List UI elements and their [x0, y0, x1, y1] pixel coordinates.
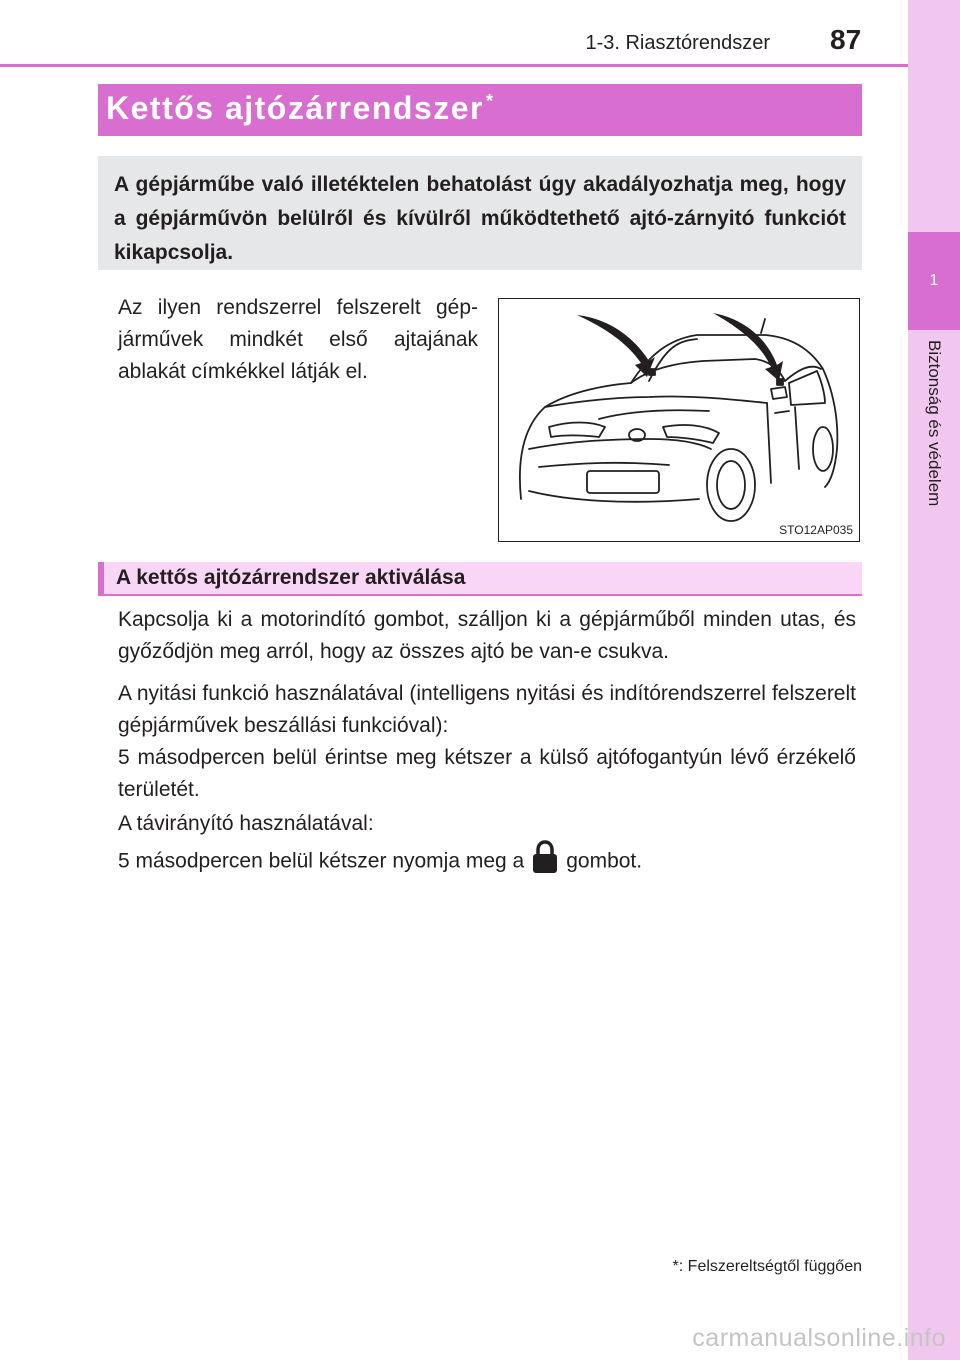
paragraph-3	[118, 808, 856, 884]
paragraph-3-before-icon: 5 másodpercen belül kétszer nyomja meg a	[118, 849, 525, 873]
chapter-title: Biztonság és védelem	[925, 340, 944, 507]
paragraph-2-line-1: A nyitási funkció használatával (intelligens nyitási és indítórendszerrel felszerelt gépjárművek beszállási funkcióval):	[118, 682, 856, 737]
subheading-marker	[98, 562, 104, 596]
figure-code: STO12AP035	[779, 523, 853, 537]
subheading-text: A kettős ajtózárrendszer aktiválása	[116, 566, 466, 589]
chapter-side-tab	[908, 0, 960, 1360]
section-title: 1-3. Riasztórendszer	[585, 32, 770, 54]
label-note: Az ilyen rendszerrel felszerelt gép-járművek mindkét első ajtajának ablakát címkékkel látják el.	[118, 296, 478, 383]
paragraph-3-line-2	[118, 840, 856, 884]
car-drawing-icon	[499, 299, 859, 541]
header-divider	[0, 64, 908, 67]
lock-icon	[532, 840, 558, 884]
page-title-bar	[98, 84, 862, 136]
paragraph-2	[118, 678, 856, 806]
paragraph-3-line-1: A távirányító használatával:	[118, 812, 374, 835]
watermark: carmanualsonline.info	[692, 1324, 946, 1352]
footnote-mark: *	[672, 1258, 679, 1275]
intro-box	[98, 156, 862, 270]
page-title	[106, 90, 495, 127]
equipment-mark: *	[485, 91, 495, 112]
paragraph-2-line-2: 5 másodpercen belül érintse meg kétszer a külső ajtófogantyún lévő érzékelő területét.	[118, 746, 856, 801]
footnote-text: : Felszereltségtől függően	[678, 1258, 862, 1275]
page-title-text: Kettős ajtózárrendszer	[106, 90, 484, 126]
intro-text: A gépjárműbe való illetéktelen behatolást úgy akadályozhatja meg, hogy a gépjárművön belülről és kívülről működtethető ajtó-zárnyitó funkciót kikapcsolja.	[114, 173, 846, 264]
page-number: 87	[830, 24, 862, 55]
footnote	[673, 1258, 862, 1276]
chapter-number: 1	[908, 232, 960, 330]
paragraph-3-after-icon: gombot.	[566, 849, 643, 873]
paragraph-1: Kapcsolja ki a motorindító gombot, szálljon ki a gépjárműből minden utas, és győződjön meg arról, hogy az összes ajtó be van-e csukva.	[118, 608, 856, 663]
subheading-activation	[98, 562, 862, 596]
car-illustration	[498, 298, 860, 542]
